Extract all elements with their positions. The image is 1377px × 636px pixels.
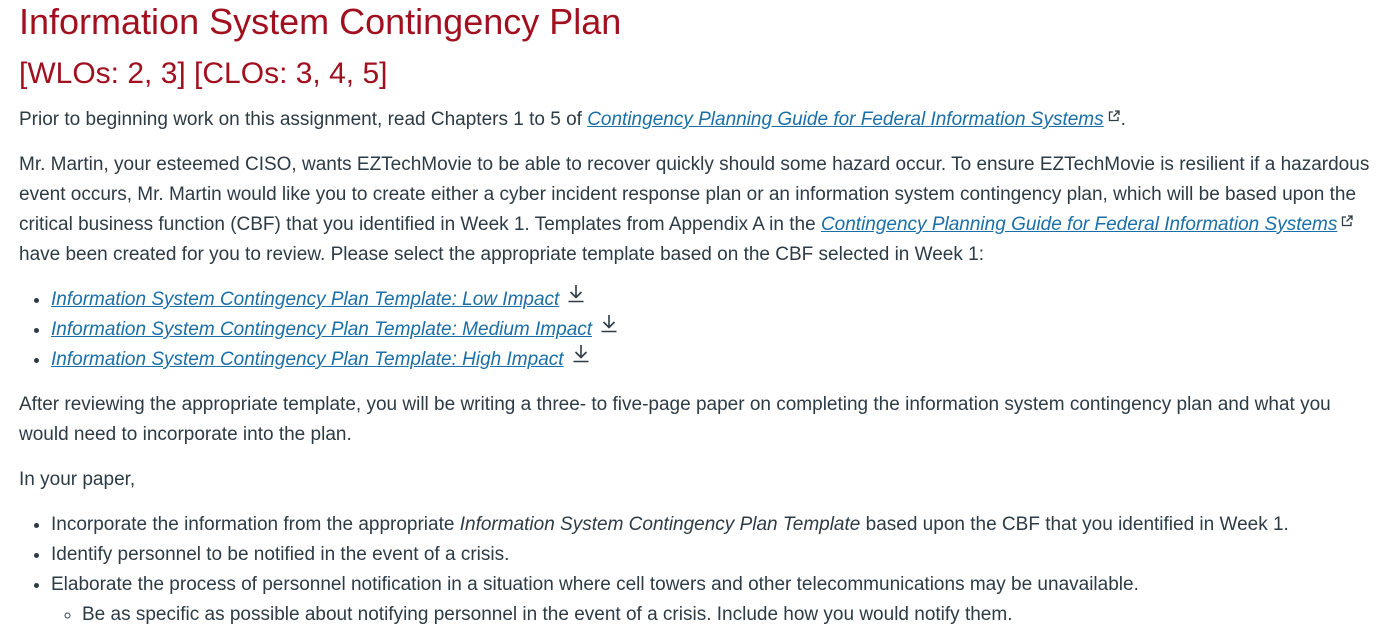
list-item	[51, 510, 1377, 540]
external-link-icon	[1107, 103, 1121, 133]
intro-paragraph	[19, 105, 1377, 135]
task-list	[19, 510, 1377, 630]
intro-text: Prior to beginning work on this assignment, read Chapters 1 to 5 of	[19, 109, 588, 130]
task-1-text-end: based upon the CBF that you identified in Week 1.	[860, 514, 1289, 535]
after-templates-paragraph: After reviewing the appropriate template, you will be writing a three- to five-page paper on completing the information system contingency plan and what you would need to incorporate into the plan.	[19, 394, 1331, 445]
contingency-guide-link-2[interactable]: Contingency Planning Guide for Federal Information Systems	[820, 214, 1338, 235]
template-high-impact-link[interactable]: Information System Contingency Plan Template: High Impact	[51, 349, 564, 370]
task-1-text: Incorporate the information from the appropriate	[51, 514, 460, 535]
list-item	[82, 600, 1377, 630]
template-low-impact-link[interactable]: Information System Contingency Plan Template: Low Impact	[51, 289, 560, 310]
page-title: Information System Contingency Plan	[19, 1, 622, 42]
download-icon[interactable]	[565, 282, 587, 314]
scenario-text: Mr. Martin, your esteemed CISO, wants EZTechMovie to be able to recover quickly should some hazard occur. To ensure EZTechMovie is resilient if a hazardous event occurs, Mr. Martin would like you to create either a cyber incident response plan or an information system contingency plan, which will be based upon the critical business function (CBF) that you identified in Week 1. Templates from Appendix A in the	[19, 154, 1370, 235]
in-your-paper-label: In your paper,	[19, 469, 136, 490]
list-item	[51, 285, 1377, 315]
template-medium-impact-link[interactable]: Information System Contingency Plan Template: Medium Impact	[51, 319, 593, 340]
task-1-emphasis: Information System Contingency Plan Template	[459, 514, 861, 535]
contingency-guide-link[interactable]: Contingency Planning Guide for Federal Information Systems	[587, 109, 1104, 130]
scenario-paragraph	[19, 150, 1377, 270]
list-item	[51, 540, 1377, 570]
intro-end: .	[1120, 109, 1126, 130]
list-item	[51, 315, 1377, 345]
task-3-text: Elaborate the process of personnel notification in a situation where cell towers and other telecommunications may be unavailable.	[51, 574, 1139, 595]
task-3-sub-1-text: Be as specific as possible about notifying personnel in the event of a crisis. Include how you would notify them.	[82, 604, 1013, 625]
page-subtitle: [WLOs: 2, 3] [CLOs: 3, 4, 5]	[19, 57, 388, 90]
template-list	[19, 285, 1377, 375]
download-icon[interactable]	[570, 342, 592, 374]
task-2-text: Identify personnel to be notified in the event of a crisis.	[51, 544, 510, 565]
download-icon[interactable]	[598, 312, 620, 344]
list-item	[51, 345, 1377, 375]
external-link-icon	[1340, 208, 1354, 238]
list-item	[51, 570, 1377, 630]
scenario-text-end: have been created for you to review. Please select the appropriate template based on the CBF selected in Week 1:	[19, 244, 985, 265]
task-3-sublist	[51, 600, 1377, 630]
